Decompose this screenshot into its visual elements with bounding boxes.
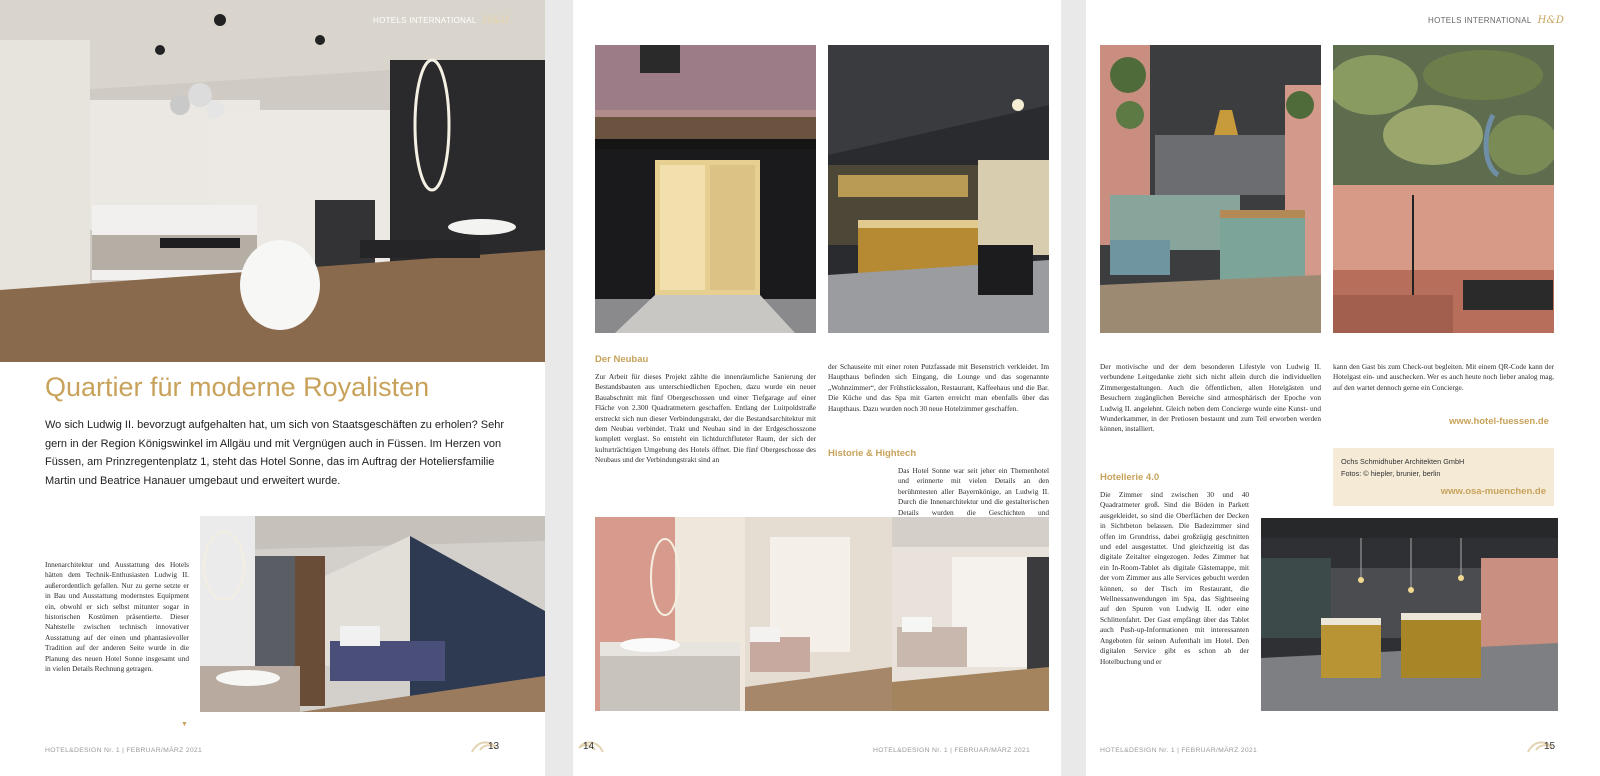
photo-cafe-lounge — [1100, 45, 1321, 333]
hero-photo-hotel-room — [0, 0, 545, 362]
photo-open-bathroom — [595, 517, 892, 711]
body-text-checkout: kann den Gast bis zum Check-out begleiten. Mit einem QR-Code kann der Hotelgast ein- und auschecken. Wer es auch heute noch lieber analog mag, auf den wartet dennoch gerne ein Concierge. — [1333, 362, 1554, 392]
body-text-historie: Das Hotel Sonne war seit jeher ein Themenhotel und erinnerte mit vielen Details an den berühmtesten aller Bayernkönige, an Ludwig II. Durch die Innenarchitektur und die gestalterischen Details wurden die Geschichten und — [898, 466, 1049, 517]
subheading-neubau: Der Neubau — [595, 354, 649, 365]
photo-guest-room — [892, 517, 1049, 711]
photo-hotel-bar — [1261, 518, 1558, 711]
credit-photos: Fotos: © hiepler, brunier, berlin — [1341, 469, 1441, 478]
page-14 — [573, 0, 1061, 776]
credit-architects: Ochs Schmidhuber Architekten GmbH — [1341, 457, 1465, 466]
footer-issue: HOTEL&DESIGN Nr. 1 | FEBRUAR/MÄRZ 2021 — [873, 747, 1031, 754]
subheading-historie: Historie & Hightech — [828, 448, 917, 459]
body-text-leitgedanke: Der motivische und der dem besonderen Lifestyle von Ludwig II. verbundene Leitgedanke zieht sich nicht allein durch die individuellen Zimmergestaltungen. Auch die öffentlichen, allen Hotelgästen und Besuchern zugänglichen Bereiche sind atmosphärisch der Epoche von Ludwig II. angelehnt. Gleich neben dem Concierge wurde eine Kunst- und Wunderkammer, in der Pretiosen bestaunt und zum Teil erworben werden können, installiert. — [1100, 362, 1321, 434]
masthead — [373, 15, 509, 26]
page-13 — [0, 0, 545, 776]
photo-jungle-wallpaper — [1333, 45, 1554, 333]
continue-arrow-icon: ▼ — [181, 720, 188, 728]
article-intro: Wo sich Ludwig II. bevorzugt aufgehalten hat, um sich von Staatsgeschäften zu erholen? Sehr gern in der Region Königswinkel im Allgäu und mit Vergnügen auch in Füssen. Im Herzen von Füssen, am Prinzregentenplatz 1, steht das Hotel Sonne, das im Auftrag der Hoteliersfamilie Martin und Beatrice Hanauer umgebaut und erweitert wurde. — [45, 419, 505, 487]
hd-logo-icon: H&D — [1537, 15, 1565, 26]
body-text-hotellerie: Die Zimmer sind zwischen 30 und 40 Quadratmeter groß. Sind die Böden in Parkett ausgekleidet, so sind die Oberflächen der Decken in Sichtbeton belassen. Die Badezimmer sind offen im Grundriss, dabei großzügig geschnitten und edel ausgestattet. Und gleichzeitig ist das digitale Zeitalter eingezogen. Jedes Zimmer hat ein In-Room-Tablet als digitale Gästemappe, mit der vom Zimmer aus alle Services gebucht werden können, so der Tisch im Restaurant, die Wellnessanwendungen im Spa, das Sightseeing auf den Spuren von Ludwig II. oder eine Schlittenfahrt. Der Gast empfängt über das Tablet auch Push-up-Informationen mit interessanten Angeboten für seinen Aufenthalt im Hotel. Den digitalen Service gibt es schon ab der Hotelbuchung und er — [1100, 490, 1249, 666]
footer-issue: HOTEL&DESIGN Nr. 1 | FEBRUAR/MÄRZ 2021 — [45, 747, 203, 754]
page-number: 13 — [488, 741, 500, 752]
hotel-website-link[interactable]: www.hotel-fuessen.de — [1449, 416, 1549, 427]
credit-box — [1333, 448, 1554, 506]
photo-attic-room — [200, 516, 545, 712]
masthead-label: HOTELS INTERNATIONAL — [1428, 16, 1532, 25]
body-text-neubau: Zur Arbeit für dieses Projekt zählte die innenräumliche Sanierung der Bestandsbauten aus unterschiedlichen Epochen, dazu wurde ein neuer Bauabschnitt mit fünf Obergeschossen und einer Tiefgarage auf einer Fläche von 2.300 Quadratmetern geschaffen. Entlang der Luitpoldstraße erstreckt sich nun dieser Verbindungstrakt, der die Bestandsarchitektur mit dem Neubau verbindet. Trakt und Neubau sind in der Erdgeschosszone komplett verglast. So entsteht ein lichtdurchfluteter Raum, der sich der kulturträchtigen Umgebung des Hotels öffnet. Die fünf Obergeschosse des Neubaus und der Verbindungstrakt sind an — [595, 372, 816, 465]
footer-issue: HOTEL&DESIGN Nr. 1 | FEBRUAR/MÄRZ 2021 — [1100, 747, 1258, 754]
photo-glass-entrance — [595, 45, 816, 333]
page-number: 15 — [1544, 741, 1556, 752]
hd-logo-icon: H&D — [482, 15, 510, 26]
article-title: Quartier für moderne Royalisten — [45, 372, 430, 402]
masthead-label: HOTELS INTERNATIONAL — [373, 16, 477, 25]
body-text-intro: Innenarchitektur und Ausstattung des Hotels hätten dem Technik-Enthusiasten Ludwig II. außerordentlich gefallen. Nur zu gerne setzte er in Bau und Ausstattung modernstes Equipment ein, obwohl er sich selbst mitunter sogar in historischen Kostümen präsentierte. Dieser Nahtstelle zwischen technisch innovativer Ausstattung auf der einen und phantasievoller Tradition auf der anderen Seite wurde in die Planung des neuen Hotel Sonne insgesamt und in vielen Details Rechnung getragen. — [45, 560, 189, 674]
page-number: 14 — [583, 741, 595, 752]
page-15 — [1086, 0, 1600, 776]
body-text-haupthaus: der Schauseite mit einer roten Putzfassade mit Besenstrich verkleidet. Im Haupthaus befinden sich Eingang, die Lounge und das sogenannte „Wohnzimmer“, der Frühstückssalon, Restaurant, Kaffeehaus und die Bar. Die Küche und das Spa mit Garten erreicht man ebenfalls über das Haupthaus. Dazu wurden noch 30 neue Hotelzimmer geschaffen. — [828, 362, 1049, 413]
architect-website-link[interactable]: www.osa-muenchen.de — [1440, 486, 1546, 497]
masthead — [1428, 15, 1564, 26]
subheading-hotellerie: Hotellerie 4.0 — [1100, 472, 1160, 483]
photo-hotel-lobby — [828, 45, 1049, 333]
